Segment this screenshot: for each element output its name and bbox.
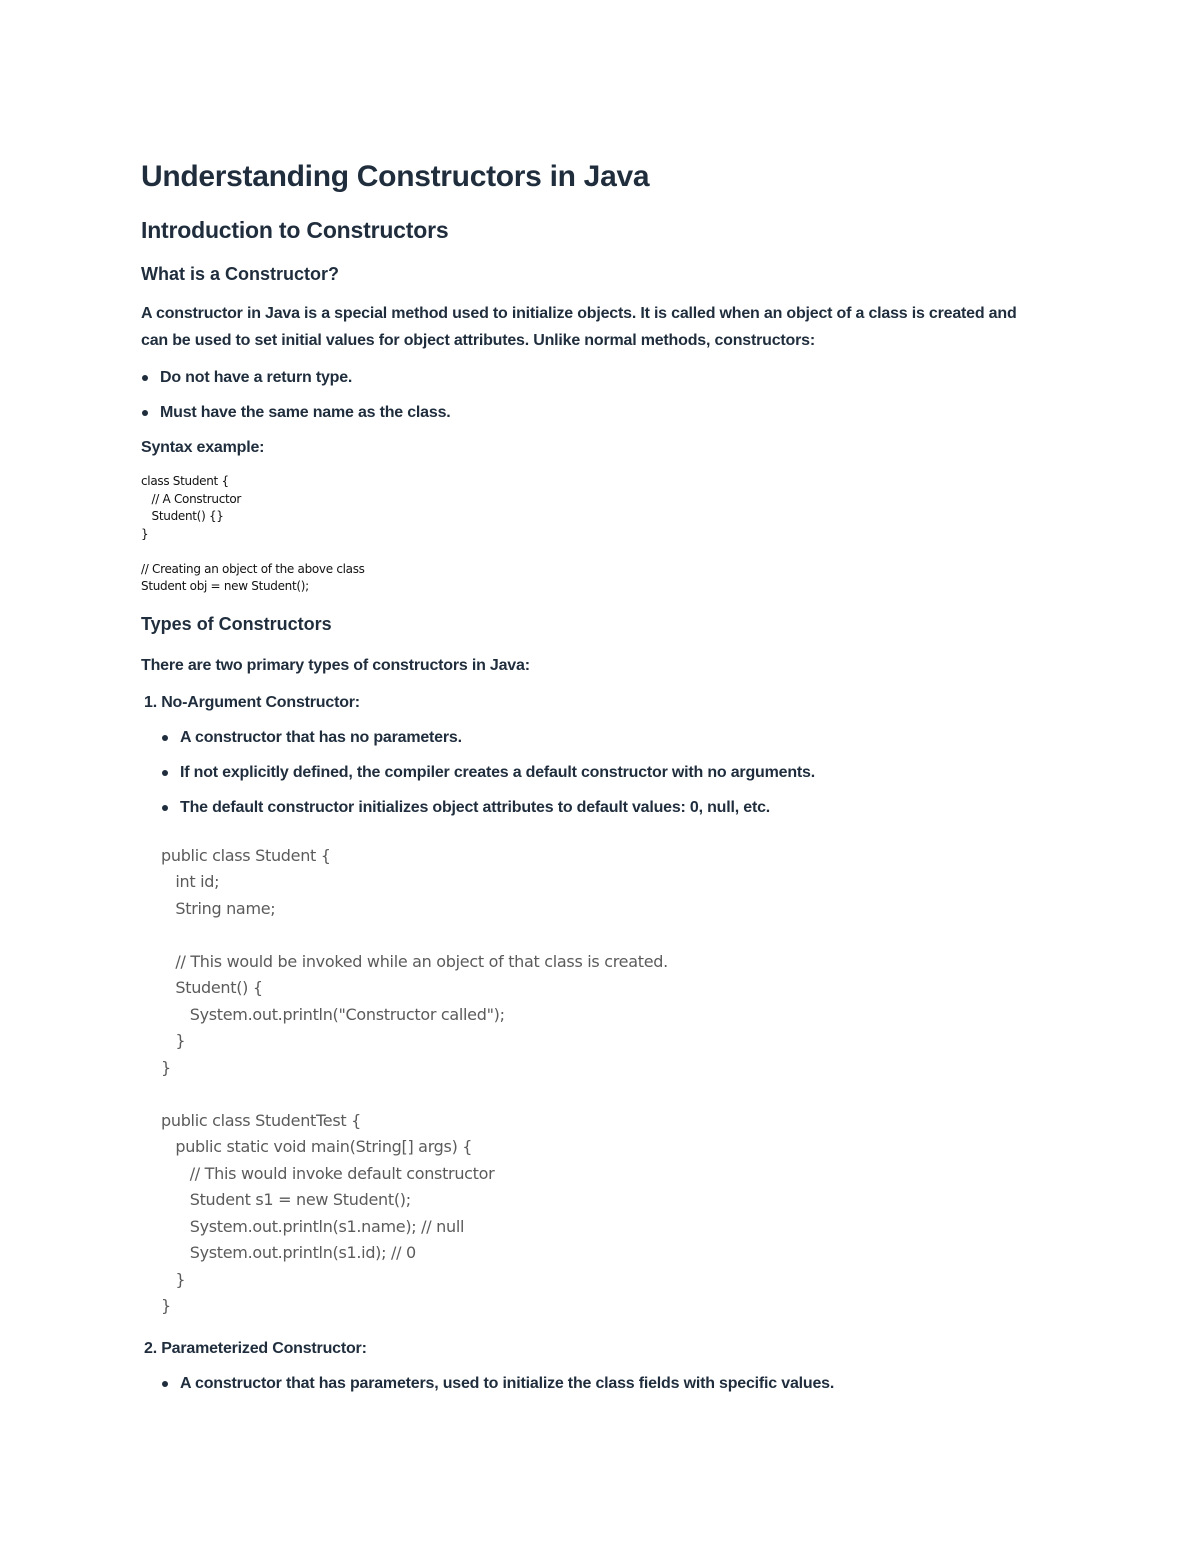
- no-arg-bullet-list: [161, 727, 1041, 819]
- list-item: If not explicitly defined, the compiler creates a default constructor with no arguments.: [161, 762, 1041, 784]
- no-arg-code-block: public class Student { int id; String name; // This would be invoked while an object of that class is created. Student() { System.out.println("Constructor called"); } } public class StudentTest { public static void main(String[] args) { // This would invoke default constructor Student s1 = new Student(); System.out.println(s1.name); // null System.out.println(s1.id); // 0 } }: [161, 845, 668, 1315]
- list-item: Do not have a return type.: [141, 367, 1041, 389]
- list-item: Must have the same name as the class.: [141, 402, 1041, 424]
- intro-heading: Introduction to Constructors: [141, 217, 449, 243]
- what-paragraph: A constructor in Java is a special method used to initialize objects. It is called when an object of a class is created and can be used to set initial values for object attributes. Unlike normal methods, constructors:: [141, 305, 1017, 349]
- document-page: [141, 155, 1041, 1395]
- types-heading: Types of Constructors: [141, 613, 332, 634]
- document-title: Understanding Constructors in Java: [141, 160, 650, 193]
- list-item: The default constructor initializes object attributes to default values: 0, null, etc.: [161, 797, 1041, 819]
- what-bullet-list: [141, 367, 1041, 424]
- list-item: A constructor that has no parameters.: [161, 727, 1041, 749]
- no-arg-label: 1. No-Argument Constructor:: [144, 693, 360, 711]
- list-item: A constructor that has parameters, used to initialize the class fields with specific values.: [161, 1373, 1041, 1395]
- param-label: 2. Parameterized Constructor:: [144, 1339, 367, 1357]
- what-heading: What is a Constructor?: [141, 264, 340, 284]
- types-intro: There are two primary types of constructors in Java:: [141, 656, 530, 674]
- syntax-label: Syntax example:: [141, 439, 265, 456]
- param-bullet-list: [161, 1373, 1041, 1395]
- syntax-code-block: class Student { // A Constructor Student() {} } // Creating an object of the above class Student obj = new Student();: [141, 474, 365, 593]
